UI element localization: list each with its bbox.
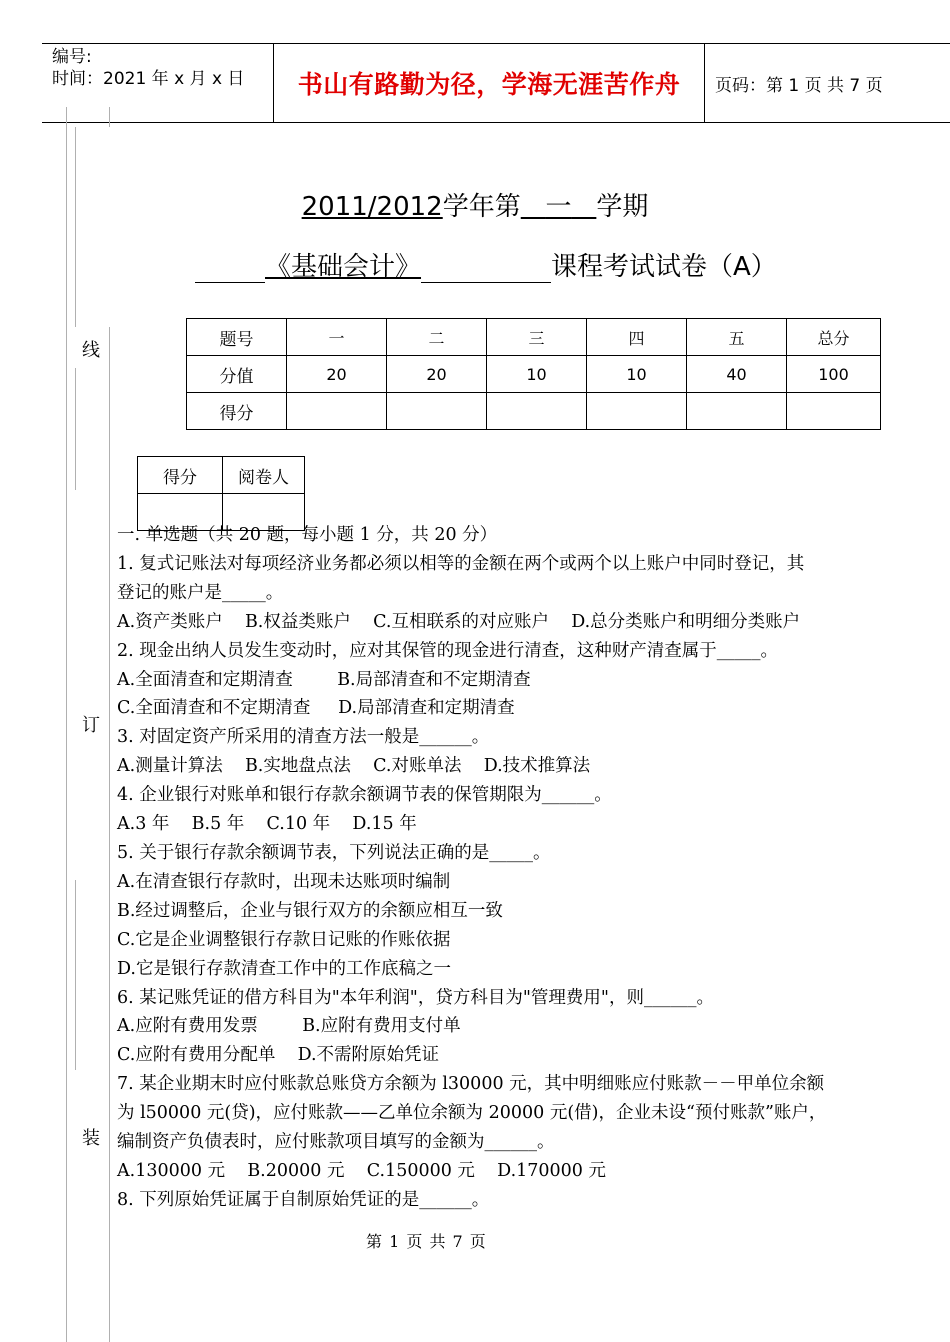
option-line: C.全面清查和不定期清查 D.局部清查和定期清查 [117,698,515,719]
question-line: 8. 下列原始凭证属于自制原始凭证的是______。 [117,1189,490,1210]
question-line: 6. 某记账凭证的借方科目为"本年利润"，贷方科目为"管理费用"，则______。 [117,987,714,1008]
margin-label-bind: 订 [82,715,100,736]
section-title: 一. 单选题（共 20 题，每小题 1 分，共 20 分） [117,525,498,545]
option-line: A.应附有费用发票 B.应附有费用支付单 [117,1016,461,1037]
option-line: A.在清查银行存款时，出现未达账项时编制 [117,871,451,892]
score-table-cell: 10 [487,356,587,393]
question-line: 3. 对固定资产所采用的清查方法一般是______。 [117,727,490,748]
score-table-cell: 三 [487,319,587,356]
document-header [42,43,950,123]
blank-underline [421,254,551,283]
score-table-cell: 100 [787,356,881,393]
score-table [186,318,881,430]
header-meta [42,44,273,122]
question-line: 为 l50000 元(贷)，应付账款——乙单位余额为 20000 元(借)，企业未设“预付账款”账户， [117,1103,827,1124]
exam-name: 课程考试试卷（A） [551,252,777,282]
question-line: 4. 企业银行对账单和银行存款余额调节表的保管期限为______。 [117,785,612,806]
score-table-cell: 五 [687,319,787,356]
academic-year: 2011/2012 [301,192,443,222]
score-input-cell[interactable] [687,393,787,430]
binding-tick [75,368,76,490]
option-line: B.经过调整后，企业与银行双方的余额应相互一致 [117,900,503,921]
option-line: C.它是企业调整银行存款日记账的作账依据 [117,929,451,950]
score-table-header-row [187,319,881,356]
course-title [195,246,777,283]
score-table-score-row [187,393,881,430]
option-line: A.测量计算法 B.实地盘点法 C.对账单法 D.技术推算法 [117,756,591,777]
course-name: 《基础会计》 [265,252,422,282]
score-table-cell: 四 [587,319,687,356]
question-line: 7. 某企业期末时应付账款总账贷方余额为 l30000 元，其中明细账应付账款－－甲单位余额 [117,1074,825,1095]
score-input-cell[interactable] [787,393,881,430]
score-input-cell[interactable] [287,393,387,430]
year-suffix: 学年第 [442,192,521,222]
option-line: C.应附有费用分配单 D.不需附原始凭证 [117,1045,440,1066]
score-input-cell[interactable] [387,393,487,430]
score-input-cell[interactable] [587,393,687,430]
margin-label-mount: 装 [82,1128,100,1149]
score-table-cell: 10 [587,356,687,393]
grader-table-cell: 阅卷人 [223,457,305,494]
score-table-cell: 总分 [787,319,881,356]
grader-table-cell: 得分 [138,457,223,494]
score-table-cell: 一 [287,319,387,356]
question-body [117,521,887,1215]
question-line: 编制资产负债表时，应付账款项目填写的金额为______。 [117,1132,555,1153]
score-input-cell[interactable] [487,393,587,430]
option-line: A.全面清查和定期清查 B.局部清查和不定期清查 [117,669,531,690]
binding-strip [66,127,111,327]
question-line: 1. 复式记账法对每项经济业务都必须以相等的金额在两个或两个以上账户中同时登记，其 [117,553,805,574]
binding-tick [75,880,76,1070]
margin-label-line: 线 [82,340,100,361]
score-table-cell: 二 [387,319,487,356]
question-line: 登记的账户是_____。 [117,582,284,603]
exam-term-title [0,186,950,223]
term-suffix: 学期 [596,192,649,222]
score-table-cell: 20 [287,356,387,393]
time-label: 时间：2021 年 x 月 x 日 [52,69,245,89]
option-line: A.3 年 B.5 年 C.10 年 D.15 年 [117,814,417,835]
option-line: A.资产类账户 B.权益类账户 C.互相联系的对应账户 D.总分类账户和明细分类账户 [117,611,801,632]
number-label: 编号: [52,47,92,67]
score-table-cell: 得分 [187,393,287,430]
score-table-cell: 题号 [187,319,287,356]
question-line: 2. 现金出纳人员发生变动时，应对其保管的现金进行清查，这种财产清查属于_____。 [117,640,779,661]
option-line: D.它是银行存款清查工作中的工作底稿之一 [117,958,451,979]
page-footer: 第 1 页 共 7 页 [366,1232,486,1251]
score-table-cell: 20 [387,356,487,393]
blank-underline [195,254,265,283]
header-page-info: 页码：第 1 页 共 7 页 [715,75,883,96]
header-motto: 书山有路勤为径，学海无涯苦作舟 [297,70,681,99]
term-number: 一 [545,192,572,222]
score-table-cell: 40 [687,356,787,393]
question-line: 5. 关于银行存款余额调节表，下列说法正确的是_____。 [117,842,551,863]
option-line: A.130000 元 B.20000 元 C.150000 元 D.170000 元 [117,1160,607,1181]
score-table-cell: 分值 [187,356,287,393]
binding-tick [75,127,76,327]
grader-table [137,456,305,531]
score-table-values-row [187,356,881,393]
